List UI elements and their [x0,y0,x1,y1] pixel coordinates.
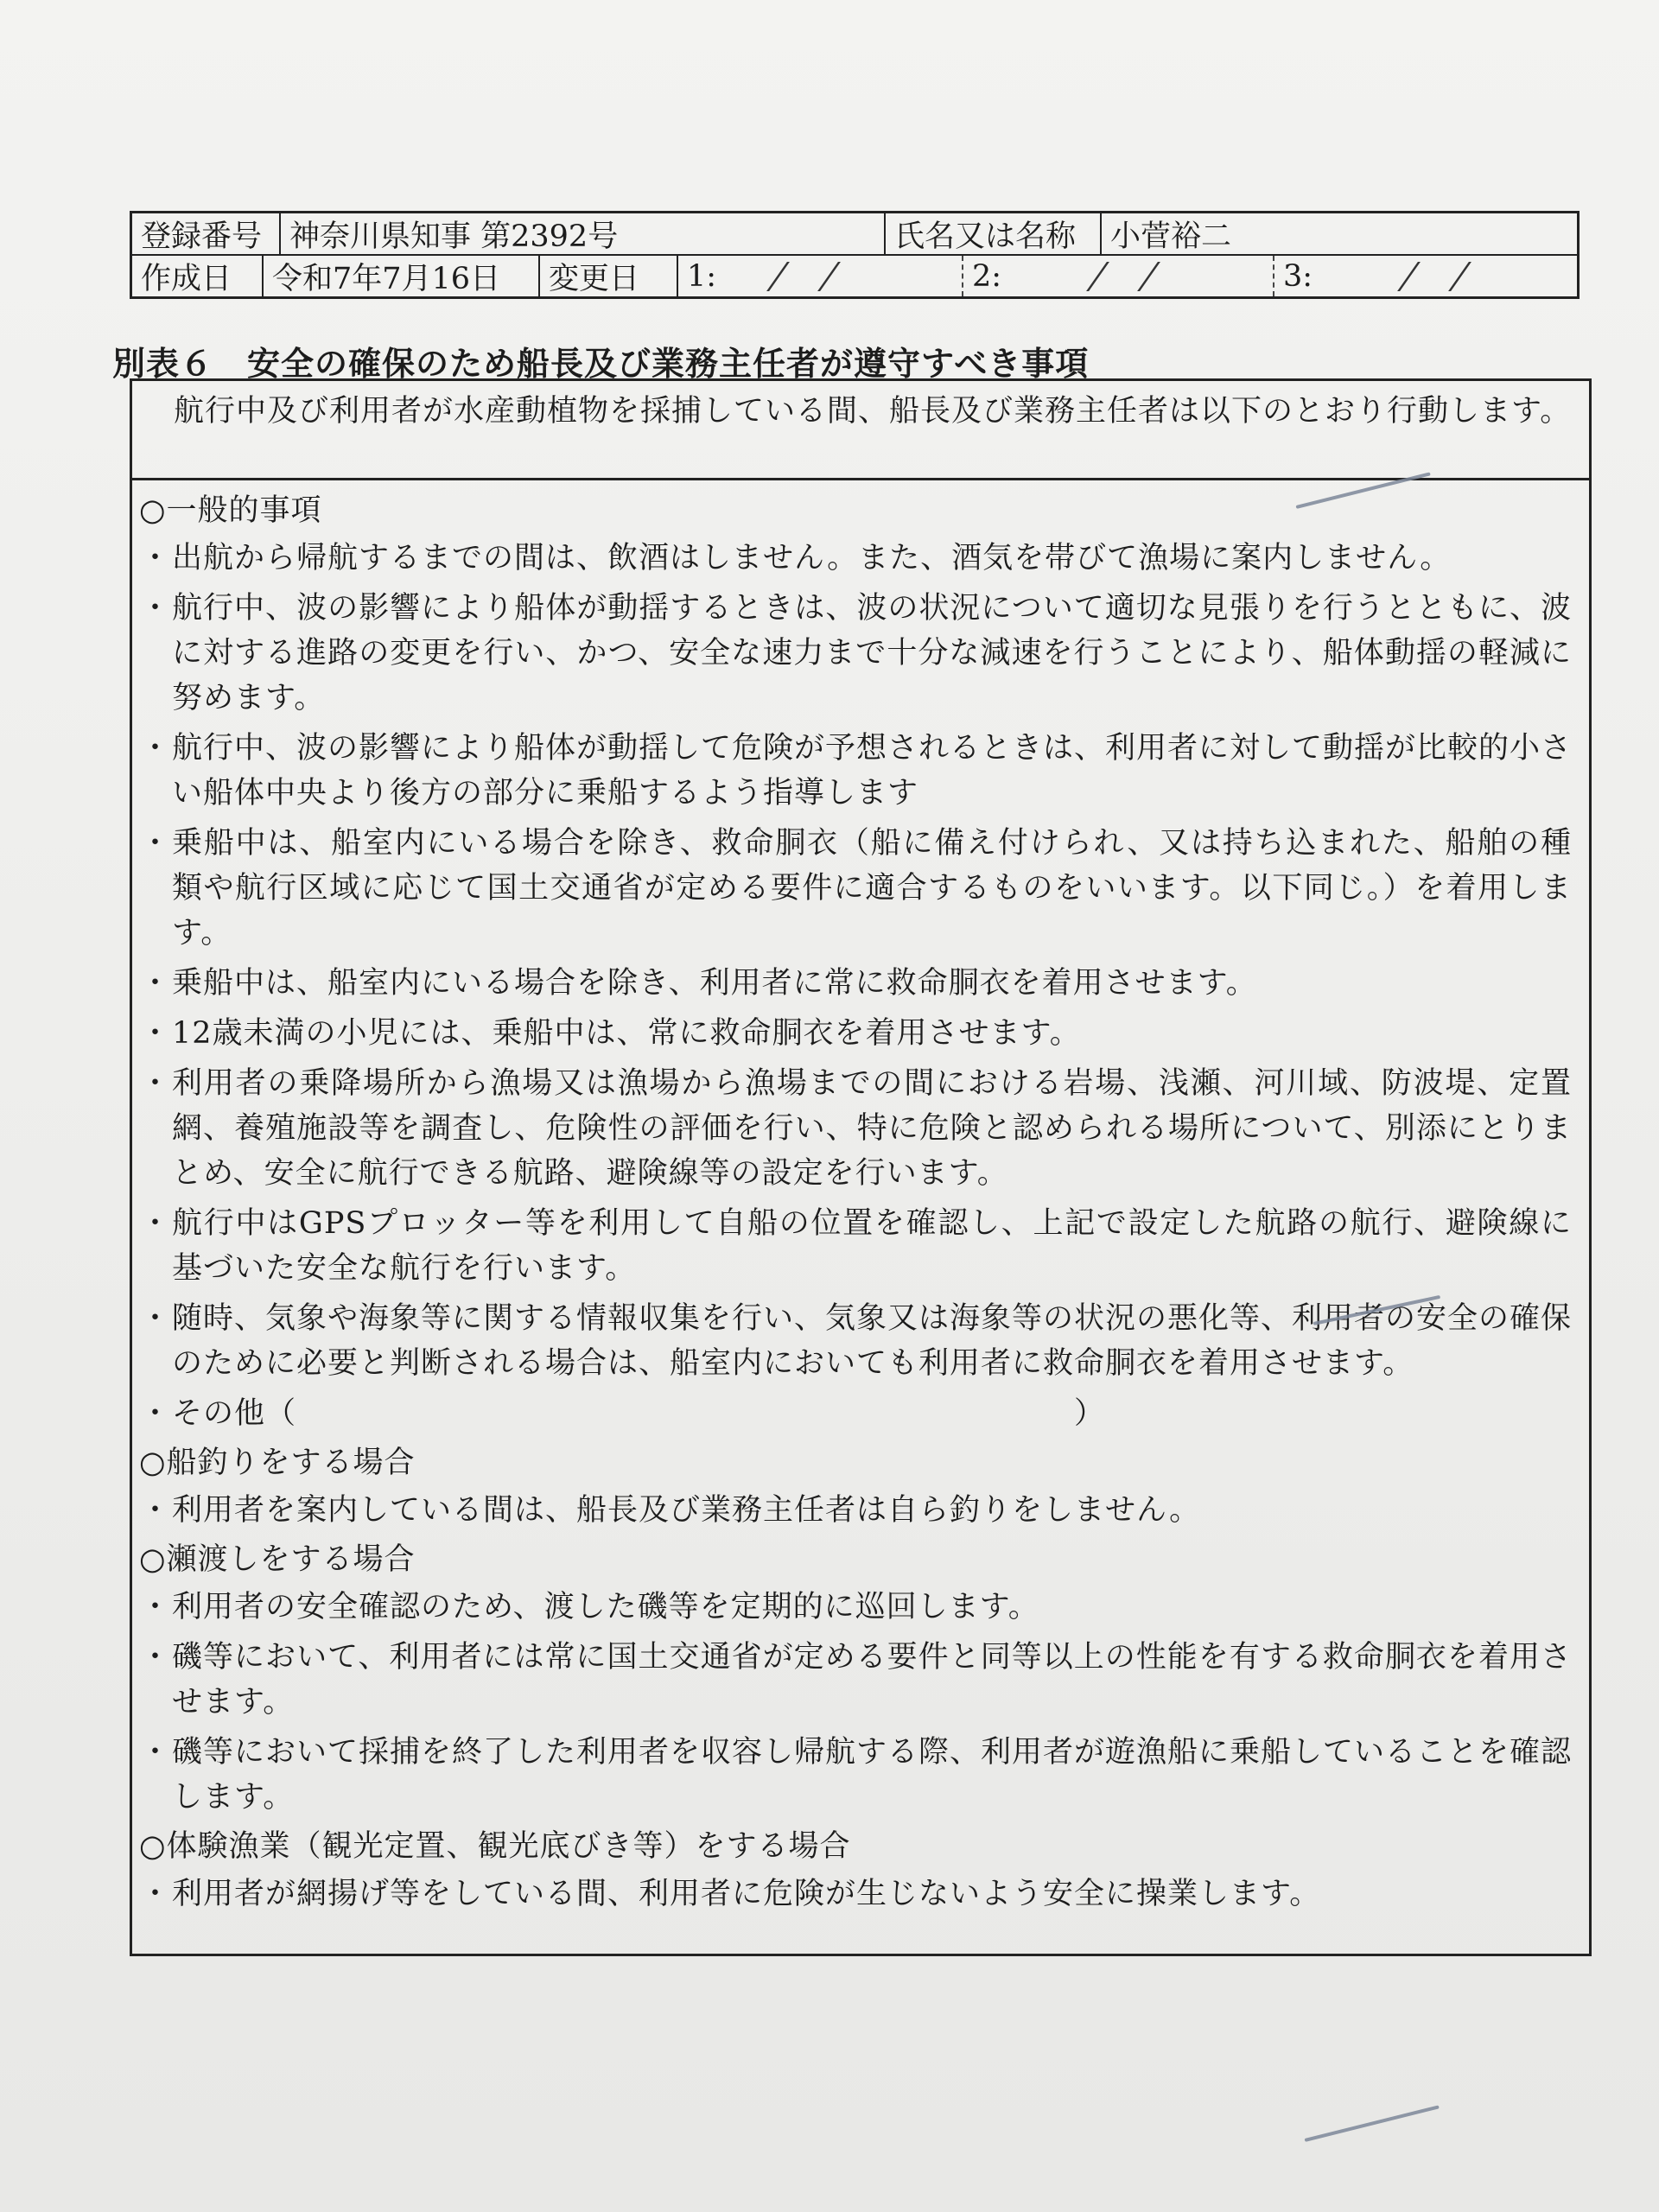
change-date-2 [962,256,1273,296]
name-value: 小菅裕二 [1100,213,1577,254]
rules-box [130,479,1592,1956]
list-item: ・ 航行中、波の影響により船体が動揺するときは、波の状況について適切な見張りを行うとともに、波に対する進路の変更を行い、かつ、安全な速力まで十分な減速を行うことにより、船体動揺の軽減に努めます。 [139,591,1572,715]
list-item: ・ 利用者の安全確認のため、渡した磯等を定期的に巡回します。 [139,1590,1039,1624]
list-item: ・ 出航から帰航するまでの間は、飲酒はしません。また、酒気を帯びて漁場に案内しません。 [139,541,1452,575]
list-item: ・ 磯等において、利用者には常に国土交通省が定める要件と同等以上の性能を有する救命胴衣を着用させます。 [139,1640,1572,1719]
list-item: ・ 乗船中は、船室内にいる場合を除き、救命胴衣（船に備え付けられ、又は持ち込まれた、船舶の種類や航行区域に応じて国土交通省が定める要件に適合するものをいいます。以下同じ。）を着用します。 [139,826,1572,950]
reg-no-value: 神奈川県知事 第2392号 [279,213,884,254]
list-item: ・ 航行中、波の影響により船体が動揺して危険が予想されるときは、利用者に対して動揺が比較的小さい船体中央より後方の部分に乗船するよう指導します [139,731,1573,810]
change-2-label: 2: [972,258,1002,294]
reg-no-label: 登録番号 [141,219,263,254]
list-item: ・ 利用者の乗降場所から漁場又は漁場から漁場までの間における岩場、浅瀬、河川域、防波堤、定置網、養殖施設等を調査し、危険性の評価を行い、特に危険と認められる場所について、別添にとりまとめ、安全に航行できる航路、避険線等の設定を行います。 [139,1066,1572,1191]
section-heading: ○瀬渡しをする場合 [139,1542,416,1577]
section-heading: ○一般的事項 [139,493,322,528]
rules-content [139,489,1572,1922]
list-item: ・ 利用者を案内している間は、船長及び業務主任者は自ら釣りをしません。 [139,1493,1201,1528]
created-label: 作成日 [141,261,232,296]
slash-mark [766,262,790,291]
list-item: ・ 航行中はGPSプロッター等を利用して自船の位置を確認し、上記で設定した航路の航行、避険線に基づいた安全な航行を行います。 [139,1206,1572,1286]
change-date-1 [677,256,962,296]
slash-mark [1448,262,1471,291]
intro-box [130,378,1592,480]
pen-mark [1305,2105,1440,2142]
page-title: 別表６ 安全の確保のため船長及び業務主任者が遵守すべき事項 [112,345,1090,383]
other-close: ） [1074,1396,1106,1431]
slash-mark [1137,262,1160,291]
list-item: ・ 磯等において採捕を終了した利用者を収容し帰航する際、利用者が遊漁船に乗船していることを確認します。 [139,1735,1573,1815]
intro-text: 航行中及び利用者が水産動植物を採捕している間、船長及び業務主任者は以下のとおり行動します。 [174,394,1572,429]
changed-label: 変更日 [538,256,677,296]
slash-mark [817,262,841,291]
section-heading: ○船釣りをする場合 [139,1446,416,1480]
list-item-other: ・ その他（ ） [139,1391,1572,1436]
list-item: ・ 利用者が網揚げ等をしている間、利用者に危険が生じないよう安全に操業します。 [139,1877,1321,1911]
header-table-row-1 [130,211,1580,256]
name-label: 氏名又は名称 [884,213,1100,254]
change-date-3 [1273,256,1577,296]
created-value: 令和7年7月16日 [262,256,538,296]
slash-mark [1397,262,1421,291]
list-item: ・ 随時、気象や海象等に関する情報収集を行い、気象又は海象等の状況の悪化等、利用者の安全の確保のために必要と判断される場合は、船室内においても利用者に救命胴衣を着用させます。 [139,1301,1573,1381]
section-heading: ○体験漁業（観光定置、観光底びき等）をする場合 [139,1829,851,1864]
change-1-label: 1: [687,258,717,294]
slash-mark [1086,262,1109,291]
list-item: ・ 乗船中は、船室内にいる場合を除き、利用者に常に救命胴衣を着用させます。 [139,966,1257,1001]
list-item: ・ 12歳未満の小児には、乗船中は、常に救命胴衣を着用させます。 [139,1016,1081,1051]
change-3-label: 3: [1283,258,1313,294]
header-table-row-2 [130,256,1580,299]
other-label: その他（ [172,1396,297,1431]
